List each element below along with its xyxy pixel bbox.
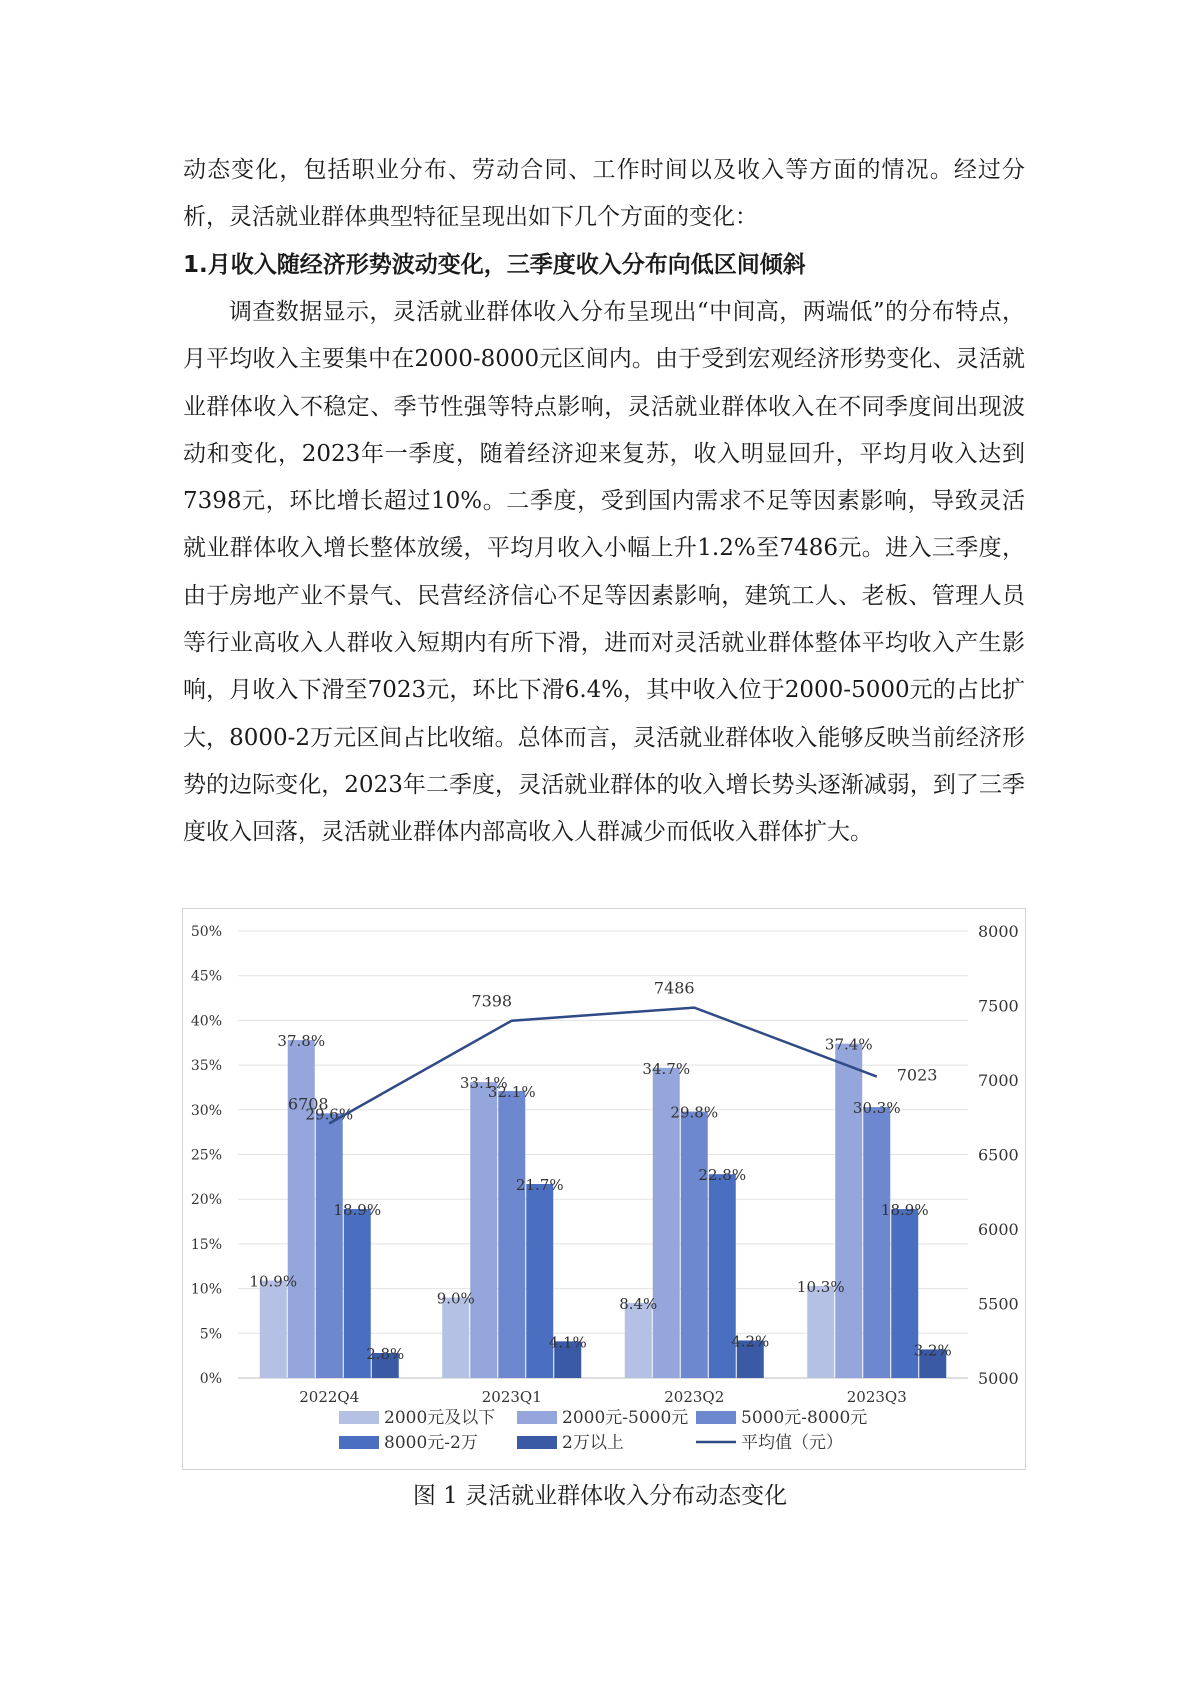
line-data-label: 7023 [896, 1065, 938, 1085]
bar [260, 1281, 287, 1378]
line-data-label: 7486 [653, 978, 695, 998]
bar-data-label: 9.0% [436, 1289, 475, 1308]
y-right-tick-label: 6000 [978, 1220, 1019, 1239]
y-right-tick-label: 6500 [978, 1145, 1019, 1165]
legend-label: 平均值（元） [741, 1433, 843, 1453]
y-right-tick-label: 7500 [978, 996, 1019, 1016]
y-left-tick-label: 15% [190, 1236, 222, 1253]
legend-swatch [517, 1436, 557, 1449]
bar-data-label: 2.8% [366, 1344, 405, 1363]
y-left-tick-label: 50% [190, 924, 222, 940]
legend-label: 2000元-5000元 [562, 1408, 689, 1428]
legend-swatch [339, 1436, 379, 1449]
bar [316, 1113, 343, 1378]
bar-data-label: 21.7% [515, 1176, 564, 1195]
bar-data-label: 18.9% [880, 1201, 929, 1220]
bar-data-label: 4.2% [731, 1332, 770, 1351]
bar [498, 1091, 525, 1378]
bar-data-label: 3.2% [913, 1341, 952, 1360]
y-left-tick-label: 25% [190, 1147, 222, 1164]
y-left-tick-label: 10% [190, 1281, 222, 1298]
bar [863, 1107, 890, 1378]
legend-label: 2000元及以下 [384, 1408, 496, 1428]
x-tick-label: 2023Q1 [481, 1388, 542, 1406]
x-tick-label: 2023Q3 [846, 1388, 907, 1406]
figure-caption: 图 1 灵活就业群体收入分布动态变化 [412, 1483, 788, 1509]
section-heading: 1.月收入随经济形势波动变化，三季度收入分布向低区间倾斜 [183, 252, 806, 278]
bar-data-label: 8.4% [619, 1294, 658, 1313]
bar [835, 1044, 862, 1378]
y-left-tick-label: 5% [199, 1326, 222, 1343]
legend-label: 2万以上 [562, 1433, 624, 1453]
body-paragraph: 调查数据显示，灵活就业群体收入分布呈现出“中间高，两端低”的分布特点，月平均收入主要集中在2000-8000元区间内。由于受到宏观经济形势变化、灵活就业群体收入不稳定、季节性强等特点影响，灵活就业群体收入在不同季度间出现波动和变化，2023年一季度，随着经济迎来复苏，收入明显回升，平均月收入达到7398元，环比增长超过10%。二季度，受到国内需求不足等因素影响，导致灵活就业群体收入增长整体放缓，平均月收入小幅上升1.2%至7486元。进入三季度，由于房地产业不景气、民营经济信心不足等因素影响，建筑工人、老板、管理人员等行业高收入人群收入短期内有所下滑，进而对灵活就业群体整体平均收入产生影响，月收入下滑至7023元，环比下滑6.4%，其中收入位于2000-5000元的占比扩大，8000-2万元区间占比收缩。总体而言，灵活就业群体收入能够反映当前经济形势的边际变化，2023年二季度，灵活就业群体的收入增长势头逐渐减弱，到了三季度收入回落，灵活就业群体内部高收入人群减少而低收入群体扩大。 [183, 299, 1025, 846]
y-left-tick-label: 0% [199, 1371, 222, 1387]
legend-label: 5000元-8000元 [741, 1408, 868, 1428]
y-left-tick-label: 45% [190, 968, 222, 985]
bar-data-label: 29.6% [305, 1105, 354, 1124]
intro-paragraph: 动态变化，包括职业分布、劳动合同、工作时间以及收入等方面的情况。经过分析，灵活就业群体典型特征呈现出如下几个方面的变化： [183, 157, 1025, 231]
y-left-tick-label: 30% [190, 1102, 222, 1119]
bar [470, 1082, 497, 1378]
bar-data-label: 33.1% [459, 1074, 508, 1093]
y-left-tick-label: 40% [190, 1013, 222, 1030]
bar-data-label: 4.1% [548, 1333, 587, 1352]
bar-data-label: 29.8% [670, 1103, 719, 1122]
bar-data-label: 30.3% [852, 1099, 901, 1118]
line-data-label: 7398 [471, 991, 513, 1011]
x-tick-label: 2022Q4 [299, 1388, 360, 1406]
y-left-tick-label: 35% [190, 1058, 222, 1075]
legend-label: 8000元-2万 [384, 1433, 478, 1453]
bar-data-label: 34.7% [642, 1059, 691, 1078]
line-data-label: 6708 [287, 1094, 329, 1114]
bar-data-label: 37.4% [824, 1035, 873, 1054]
bar-data-label: 10.9% [249, 1272, 298, 1291]
x-tick-label: 2023Q2 [664, 1388, 725, 1406]
bar [288, 1040, 315, 1378]
y-right-tick-label: 7000 [978, 1071, 1019, 1090]
y-left-tick-label: 20% [190, 1192, 222, 1209]
chart-frame [182, 908, 1026, 1470]
y-right-tick-label: 5500 [978, 1294, 1019, 1314]
bar-data-label: 32.1% [487, 1083, 536, 1102]
legend-swatch [517, 1411, 557, 1424]
bar [807, 1286, 834, 1378]
bar-data-label: 22.8% [698, 1166, 747, 1185]
y-right-tick-label: 8000 [978, 922, 1019, 941]
bar [442, 1298, 469, 1378]
bar-data-label: 10.3% [796, 1277, 845, 1296]
legend-swatch [696, 1411, 736, 1424]
bar [681, 1112, 708, 1378]
bar [625, 1303, 652, 1378]
legend-swatch [339, 1411, 379, 1424]
y-right-tick-label: 5000 [978, 1369, 1019, 1388]
income-distribution-chart [183, 909, 1025, 1469]
bar-data-label: 37.8% [277, 1032, 326, 1051]
bar-data-label: 18.9% [333, 1201, 382, 1220]
